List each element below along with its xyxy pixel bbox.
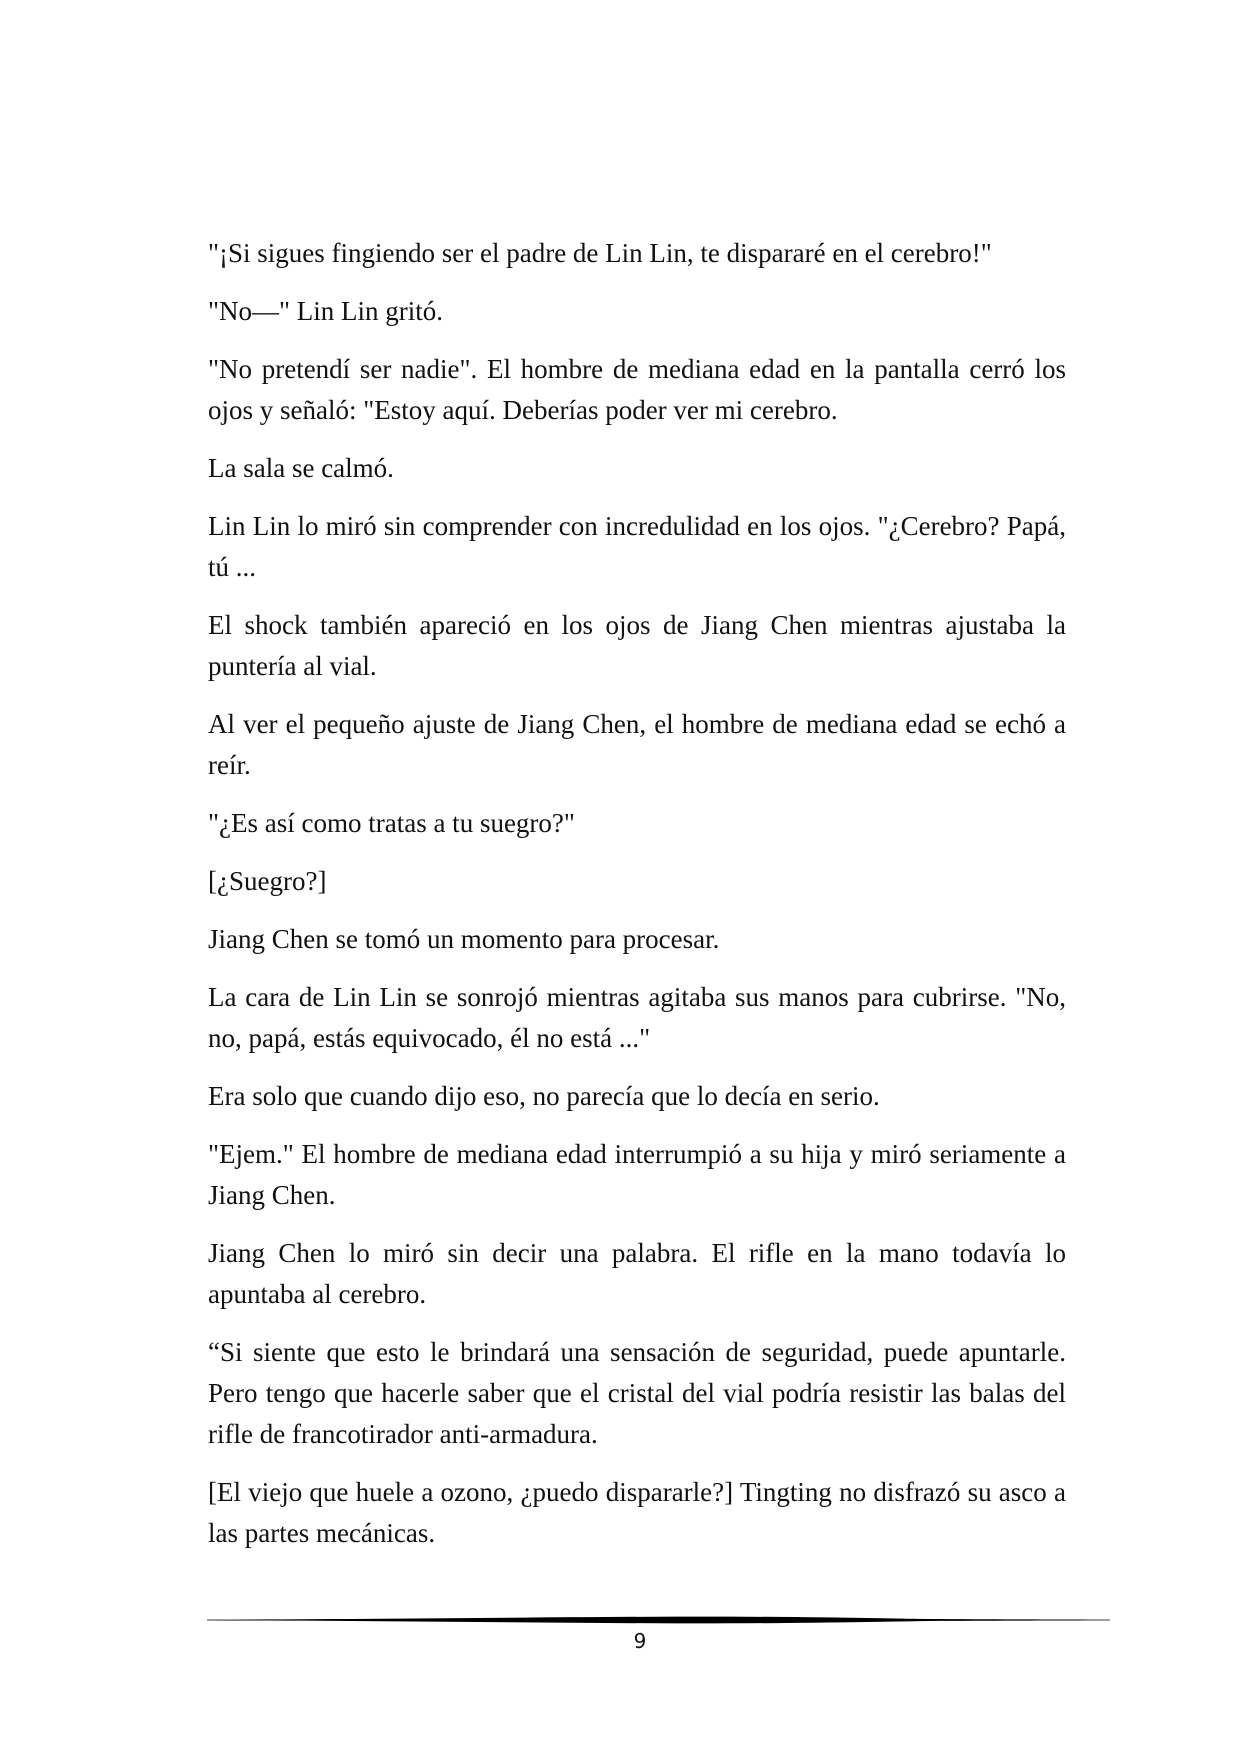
paragraph: "No pretendí ser nadie". El hombre de mediana edad en la pantalla cerró los ojos y señaló: "Estoy aquí. Deberías poder ver mi cerebro. xyxy=(208,354,1066,425)
paragraph: "¿Es así como tratas a tu suegro?" xyxy=(208,808,575,838)
paragraph: Lin Lin lo miró sin comprender con incredulidad en los ojos. "¿Cerebro? Papá, tú ... xyxy=(208,511,1066,582)
page-number: 9 xyxy=(633,1629,647,1653)
paragraph: Era solo que cuando dijo eso, no parecía que lo decía en serio. xyxy=(208,1081,880,1111)
paragraph: "Ejem." El hombre de mediana edad interrumpió a su hija y miró seriamente a Jiang Chen. xyxy=(208,1139,1066,1210)
paragraph: La sala se calmó. xyxy=(208,453,394,483)
footer-rule xyxy=(207,1614,1110,1626)
paragraph: Jiang Chen lo miró sin decir una palabra. El rifle en la mano todavía lo apuntaba al cerebro. xyxy=(208,1238,1066,1309)
paragraph: "No—" Lin Lin gritó. xyxy=(208,296,444,326)
paragraph: "¡Si sigues fingiendo ser el padre de Lin Lin, te dispararé en el cerebro!" xyxy=(208,238,992,268)
paragraph: Al ver el pequeño ajuste de Jiang Chen, el hombre de mediana edad se echó a reír. xyxy=(208,709,1066,780)
paragraph: [El viejo que huele a ozono, ¿puedo dispararle?] Tingting no disfrazó su asco a las partes mecánicas. xyxy=(208,1477,1066,1548)
footer-rule-swash xyxy=(207,1617,1110,1624)
paragraph: El shock también apareció en los ojos de Jiang Chen mientras ajustaba la puntería al vial. xyxy=(208,610,1066,681)
page-body xyxy=(208,233,1066,1571)
paragraph: “Si siente que esto le brindará una sensación de seguridad, puede apuntarle. Pero tengo que hacerle saber que el cristal del vial podría resistir las balas del rifle de francotirador anti-armadura. xyxy=(208,1337,1066,1449)
paragraph: [¿Suegro?] xyxy=(208,866,327,896)
paragraph: La cara de Lin Lin se sonrojó mientras agitaba sus manos para cubrirse. "No, no, papá, estás equivocado, él no está ..." xyxy=(208,982,1066,1053)
paragraph: Jiang Chen se tomó un momento para procesar. xyxy=(208,924,720,954)
